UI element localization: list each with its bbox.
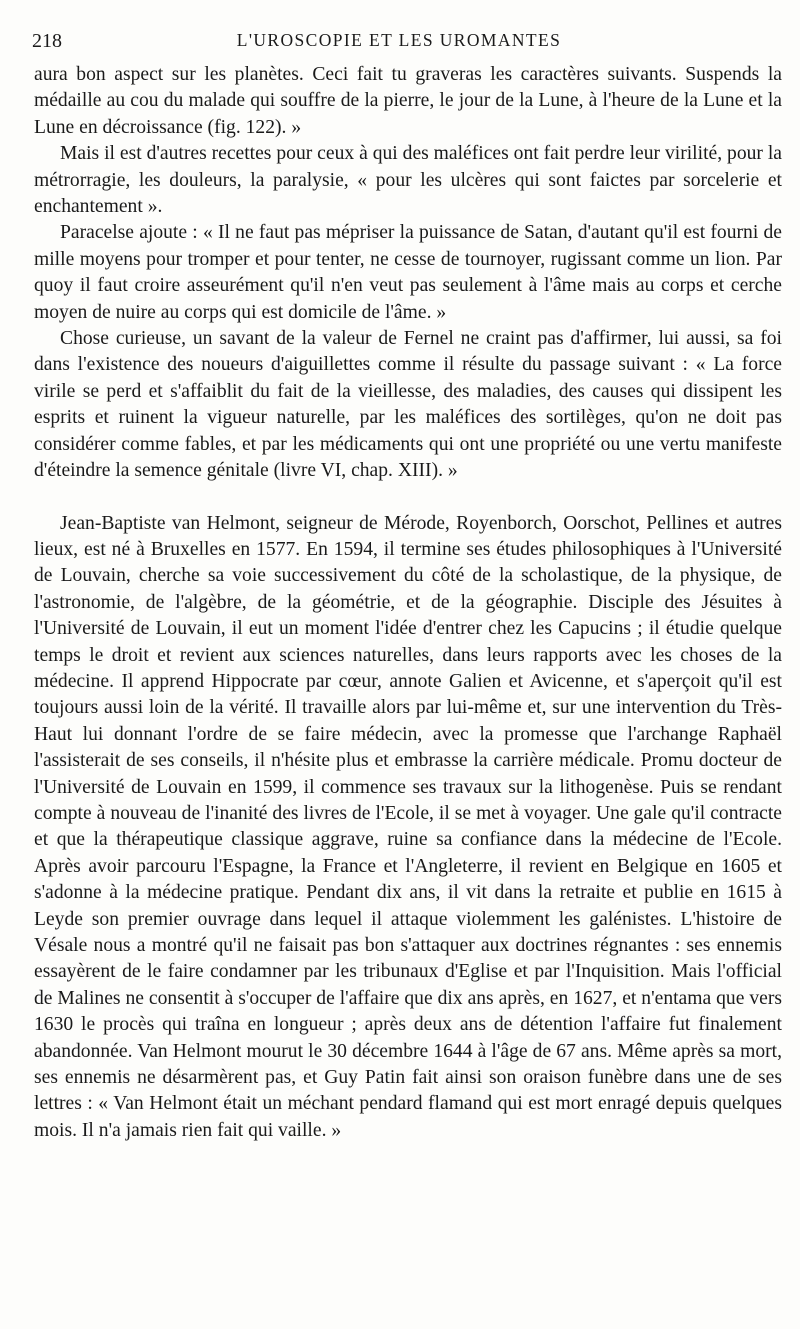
paragraph-malefices: Mais il est d'autres recettes pour ceux à qui des maléfices ont fait perdre leur virilité, pour la métrorragie, les douleurs, la paralysie, « pour les ulcères qui sont faictes par sorcelerie et enchantement ». (34, 143, 782, 218)
section-gap (34, 485, 782, 511)
paragraph-continued: aura bon aspect sur les planètes. Ceci fait tu graveras les caractères suivants. Suspends la médaille au cou du malade qui souffre de la pierre, le jour de la Lune, à l'heure de la Lune et la Lune en décroissance (fig. 122). » (34, 64, 782, 138)
paragraph-van-helmont: Jean-Baptiste van Helmont, seigneur de Mérode, Royenborch, Oorschot, Pellines et autres lieux, est né à Bruxelles en 1577. En 1594, il termine ses études philosophiques à l'Université de Louvain, cherche sa voie successivement du côté de la scholastique, de la physique, de l'astronomie, de l'algèbre, de la géométrie, et de la géographie. Disciple des Jésuites à l'Université de Louvain, il eut un moment l'idée d'entrer chez les Capucins ; il étudie quelque temps le droit et revient aux sciences naturelles, dans leurs rapports avec les choses de la médecine. Il apprend Hippocrate par cœur, annote Galien et Avicenne, et s'aperçoit qu'il est toujours aussi loin de la vérité. Il travaille alors par lui-même et, sur une intervention du Très-Haut lui donnant l'ordre de se faire médecin, avec la promesse que l'archange Raphaël l'assisterait de ses conseils, il n'hésite plus et embrasse la carrière médicale. Promu docteur de l'Université de Louvain en 1599, il commence ses travaux sur la lithogenèse. Puis se rendant compte à nouveau de l'inanité des livres de l'Ecole, il se met à voyager. Une gale qu'il contracte et que la thérapeutique classique aggrave, ruine sa confiance dans la médecine de l'Ecole. Après avoir parcouru l'Espagne, la France et l'Angleterre, il revient en Belgique en 1605 et s'adonne à la médecine pratique. Pendant dix ans, il vit dans la retraite et publie en 1615 à Leyde son premier ouvrage dans lequel il attaque violemment les galénistes. L'histoire de Vésale nous a montré qu'il ne faisait pas bon s'attaquer aux doctrines régnantes : ses ennemis essayèrent de le faire condamner par les tribunaux d'Eglise et par l'Inquisition. Mais l'official de Malines ne consentit à s'occuper de l'affaire que dix ans après, en 1627, et n'entama que vers 1630 le procès qui traîna en longueur ; après deux ans de détention l'affaire fut finalement abandonnée. Van Helmont mourut le 30 décembre 1644 à l'âge de 67 ans. Même après sa mort, ses ennemis ne désarmèrent pas, et Guy Patin fait ainsi son oraison funèbre dans une de ses lettres : « Van Helmont était un méchant pendard flamand qui est mort enragé depuis quelques mois. Il n'a jamais rien fait qui vaille. » (34, 512, 782, 1141)
page-number: 218 (32, 30, 62, 52)
page-body (34, 62, 782, 1144)
page-header (32, 22, 766, 56)
paragraph-fernel: Chose curieuse, un savant de la valeur de Fernel ne craint pas d'affirmer, lui aussi, sa foi dans l'existence des noueurs d'aiguillettes comme il résulte du passage suivant : « La force virile se perd et s'affaiblit du fait de la vieillesse, des maladies, des causes qui dissipent les esprits et ruinent la vigueur naturelle, par les maléfices des sortilèges, qu'on ne doit pas considérer comme fables, et par les médicaments qui ont une propriété ou une vertu manifeste d'éteindre la semence génitale (livre VI, chap. XIII). » (34, 328, 782, 482)
paragraph-paracelse: Paracelse ajoute : « Il ne faut pas mépriser la puissance de Satan, d'autant qu'il est fourni de mille moyens pour tromper et pour tenter, ne cesse de tournoyer, rugissant comme un lion. Par quoy il faut croire asseurément qu'il n'en veut pas seulement à l'âme mais au corps et cerche moyen de nuire au corps qui est domicile de l'âme. » (34, 222, 782, 323)
running-head: L'UROSCOPIE ET LES UROMANTES (236, 30, 562, 50)
